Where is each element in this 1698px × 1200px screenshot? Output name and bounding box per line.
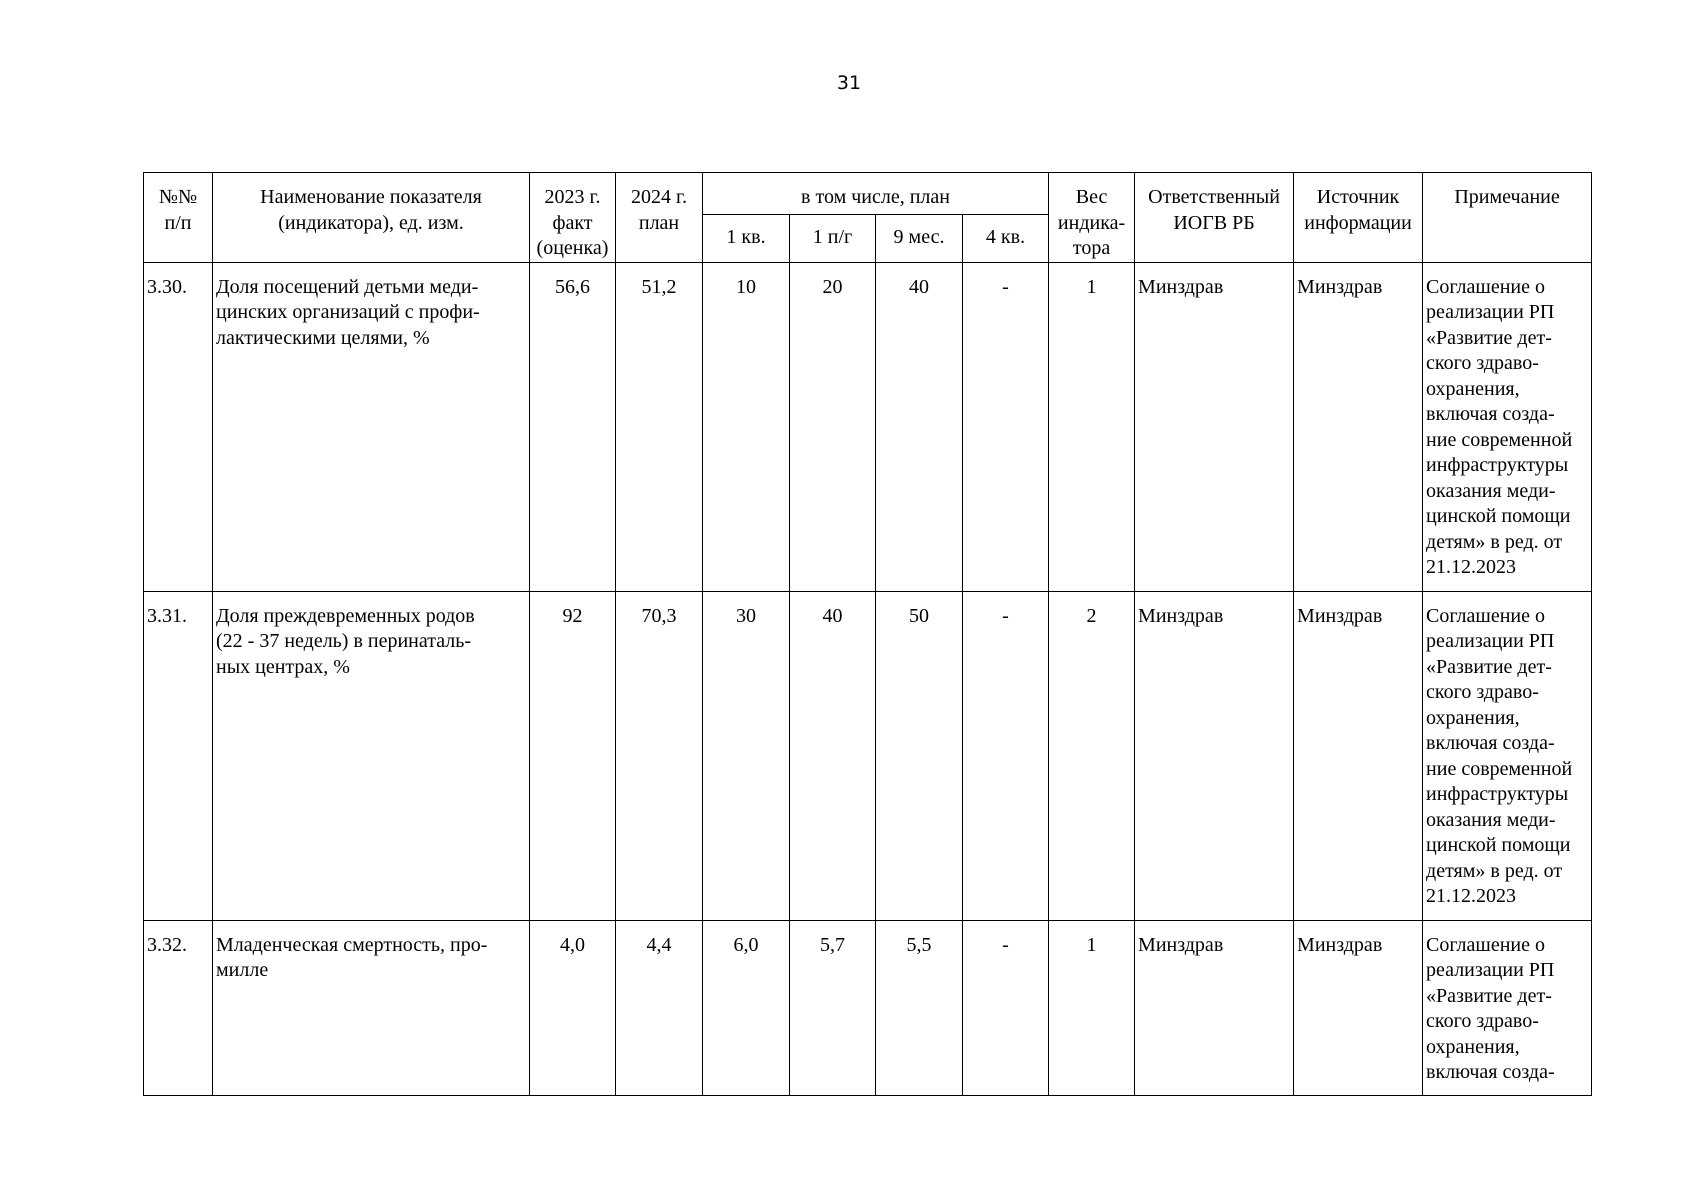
cell-fact-2023: 92 xyxy=(530,591,616,920)
cell-source: Минздрав xyxy=(1294,262,1423,591)
header-source: Источник информации xyxy=(1294,173,1423,263)
cell-responsible: Минздрав xyxy=(1135,262,1294,591)
cell-num: 3.31. xyxy=(144,591,213,920)
cell-plan-2024: 4,4 xyxy=(616,920,703,1095)
cell-plan-2024: 51,2 xyxy=(616,262,703,591)
cell-source: Минздрав xyxy=(1294,591,1423,920)
cell-weight: 2 xyxy=(1049,591,1135,920)
header-h1: 1 п/г xyxy=(790,214,876,262)
header-note: Примечание xyxy=(1423,173,1592,263)
cell-fact-2023: 4,0 xyxy=(530,920,616,1095)
header-responsible: Ответственный ИОГВ РБ xyxy=(1135,173,1294,263)
cell-source: Минздрав xyxy=(1294,920,1423,1095)
cell-q4: - xyxy=(963,262,1049,591)
page-number: 31 xyxy=(836,72,862,94)
cell-weight: 1 xyxy=(1049,262,1135,591)
header-weight: Вес индика- тора xyxy=(1049,173,1135,263)
cell-fact-2023: 56,6 xyxy=(530,262,616,591)
header-plan-2024: 2024 г. план xyxy=(616,173,703,263)
cell-q4: - xyxy=(963,591,1049,920)
table-row xyxy=(144,920,1592,1095)
cell-plan-2024: 70,3 xyxy=(616,591,703,920)
cell-q1: 30 xyxy=(703,591,790,920)
cell-9m: 40 xyxy=(876,262,963,591)
cell-h1: 20 xyxy=(790,262,876,591)
cell-num: 3.32. xyxy=(144,920,213,1095)
cell-note: Соглашение о реализации РП «Развитие дет- ского здраво- охранения, включая созда- ние современной инфраструктуры оказания меди- цинской помощи детям» в ред. от 21.12.2023 xyxy=(1423,591,1592,920)
cell-note: Соглашение о реализации РП «Развитие дет- ского здраво- охранения, включая созда- ние современной инфраструктуры оказания меди- цинской помощи детям» в ред. от 21.12.2023 xyxy=(1423,262,1592,591)
header-plan-group: в том числе, план xyxy=(703,173,1049,215)
cell-h1: 5,7 xyxy=(790,920,876,1095)
cell-num: 3.30. xyxy=(144,262,213,591)
cell-h1: 40 xyxy=(790,591,876,920)
header-9m: 9 мес. xyxy=(876,214,963,262)
cell-name: Доля преждевременных родов (22 - 37 недель) в перинаталь- ных центрах, % xyxy=(213,591,530,920)
header-row xyxy=(144,173,1592,215)
indicators-table xyxy=(143,172,1592,1096)
cell-responsible: Минздрав xyxy=(1135,591,1294,920)
cell-name: Доля посещений детьми меди- цинских организаций с профи- лактическими целями, % xyxy=(213,262,530,591)
cell-weight: 1 xyxy=(1049,920,1135,1095)
cell-9m: 5,5 xyxy=(876,920,963,1095)
cell-q1: 6,0 xyxy=(703,920,790,1095)
header-q1: 1 кв. xyxy=(703,214,790,262)
cell-q4: - xyxy=(963,920,1049,1095)
cell-name: Младенческая смертность, про- милле xyxy=(213,920,530,1095)
cell-9m: 50 xyxy=(876,591,963,920)
cell-q1: 10 xyxy=(703,262,790,591)
cell-responsible: Минздрав xyxy=(1135,920,1294,1095)
cell-note: Соглашение о реализации РП «Развитие дет- ского здраво- охранения, включая созда- xyxy=(1423,920,1592,1095)
header-num: №№ п/п xyxy=(144,173,213,263)
header-q4: 4 кв. xyxy=(963,214,1049,262)
header-name: Наименование показателя (индикатора), ед. изм. xyxy=(213,173,530,263)
header-fact-2023: 2023 г. факт (оценка) xyxy=(530,173,616,263)
table-row xyxy=(144,591,1592,920)
table-row xyxy=(144,262,1592,591)
